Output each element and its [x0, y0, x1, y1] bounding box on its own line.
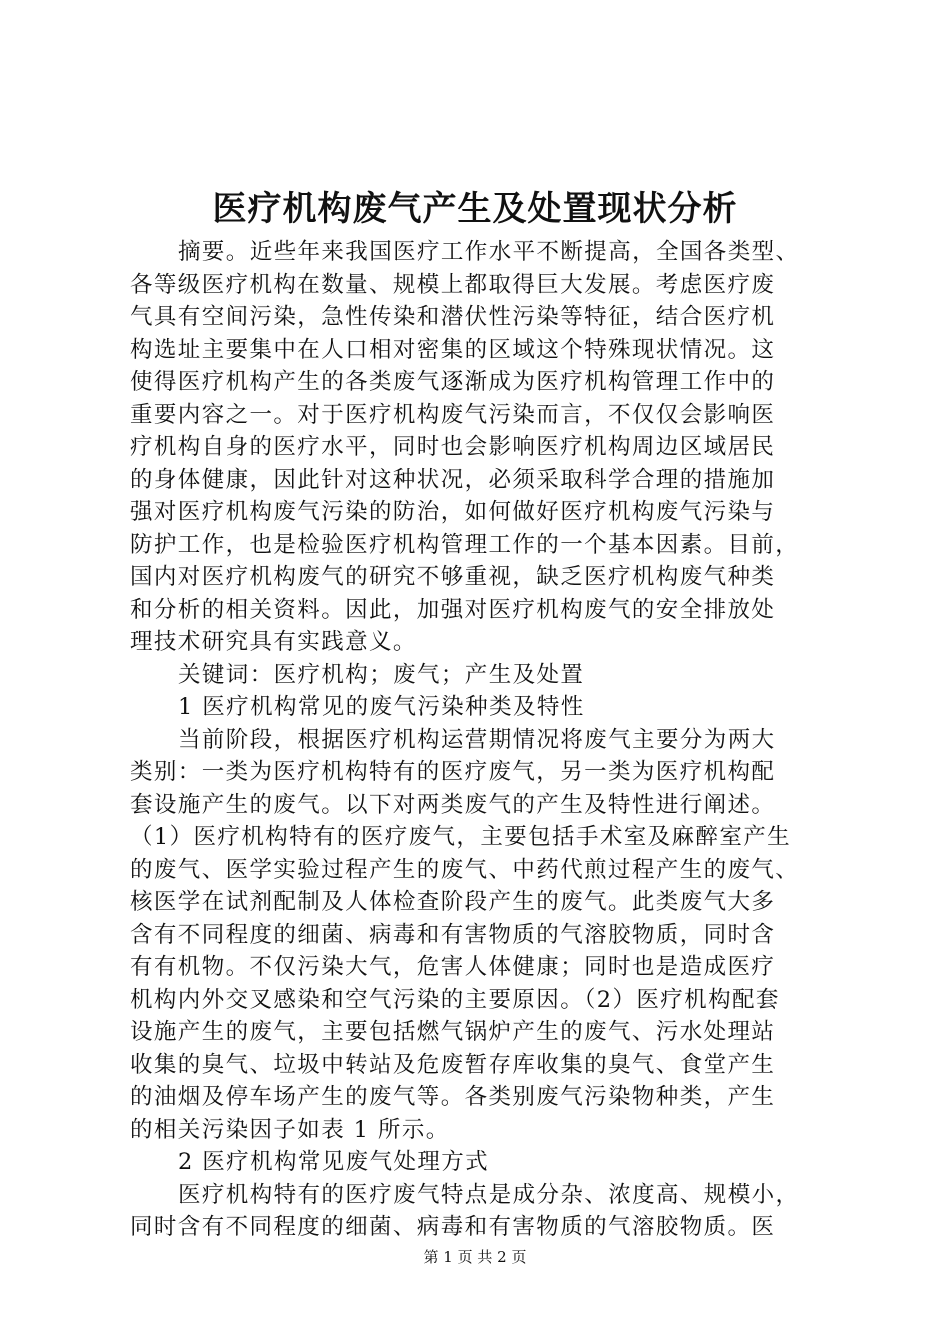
- text-line: 设施产生的废气，主要包括燃气锅炉产生的废气、污水处理站: [130, 1019, 776, 1045]
- text-line: 有有机物。不仅污染大气，危害人体健康；同时也是造成医疗: [130, 954, 776, 980]
- text-line: 摘要。近些年来我国医疗工作水平不断提高，全国各类型、: [178, 239, 800, 265]
- text-line: 的油烟及停车场产生的废气等。各类别废气污染物种类，产生: [130, 1084, 776, 1110]
- text-line: 收集的臭气、垃圾中转站及危废暂存库收集的臭气、食堂产生: [130, 1051, 776, 1078]
- text-line: 重要内容之一。对于医疗机构废气污染而言，不仅仅会影响医: [130, 401, 776, 428]
- text-line: 套设施产生的废气。以下对两类废气的产生及特性进行阐述。: [130, 791, 776, 818]
- page-footer: 第 1 页 共 2 页: [423, 1248, 527, 1266]
- text-line: 使得医疗机构产生的各类废气逐渐成为医疗机构管理工作中的: [130, 369, 776, 395]
- text-line: 核医学在试剂配制及人体检查阶段产生的废气。此类废气大多: [130, 889, 776, 915]
- document-title: 医疗机构废气产生及处置现状分析: [212, 189, 738, 229]
- section-heading: 2 医疗机构常见废气处理方式: [178, 1149, 490, 1175]
- text-line: 机构内外交叉感染和空气污染的主要原因。（2）医疗机构配套: [130, 986, 780, 1013]
- section-heading: 1 医疗机构常见的废气污染种类及特性: [178, 694, 585, 720]
- text-line: 强对医疗机构废气污染的防治，如何做好医疗机构废气污染与: [130, 499, 776, 525]
- text-line: 医疗机构特有的医疗废气特点是成分杂、浓度高、规模小，: [178, 1181, 800, 1208]
- text-line: 疗机构自身的医疗水平，同时也会影响医疗机构周边区域居民: [130, 434, 776, 460]
- text-line: 构选址主要集中在人口相对密集的区域这个特殊现状情况。这: [130, 336, 776, 363]
- text-line: （1）医疗机构特有的医疗废气，主要包括手术室及麻醉室产生: [130, 824, 792, 850]
- text-line: 同时含有不同程度的细菌、病毒和有害物质的气溶胶物质。医: [130, 1214, 776, 1240]
- text-line: 理技术研究具有实践意义。: [130, 629, 417, 655]
- keywords-line: 关键词：医疗机构；废气；产生及处置: [178, 661, 585, 688]
- text-line: 类别：一类为医疗机构特有的医疗废气，另一类为医疗机构配: [130, 759, 776, 785]
- text-line: 当前阶段，根据医疗机构运营期情况将废气主要分为两大: [178, 726, 776, 753]
- text-line: 和分析的相关资料。因此，加强对医疗机构废气的安全排放处: [130, 596, 776, 623]
- text-line: 的相关污染因子如表 1 所示。: [130, 1116, 450, 1143]
- text-line: 的身体健康，因此针对这种状况，必须采取科学合理的措施加: [130, 466, 776, 493]
- text-line: 的废气、医学实验过程产生的废气、中药代煎过程产生的废气、: [130, 856, 800, 883]
- text-line: 含有不同程度的细菌、病毒和有害物质的气溶胶物质，同时含: [130, 921, 776, 948]
- text-line: 气具有空间污染，急性传染和潜伏性污染等特征，结合医疗机: [130, 304, 776, 330]
- text-line: 防护工作，也是检验医疗机构管理工作的一个基本因素。目前，: [130, 531, 800, 558]
- document-body: [130, 236, 830, 1244]
- text-line: 国内对医疗机构废气的研究不够重视，缺乏医疗机构废气种类: [130, 564, 776, 590]
- text-line: 各等级医疗机构在数量、规模上都取得巨大发展。考虑医疗废: [130, 271, 776, 298]
